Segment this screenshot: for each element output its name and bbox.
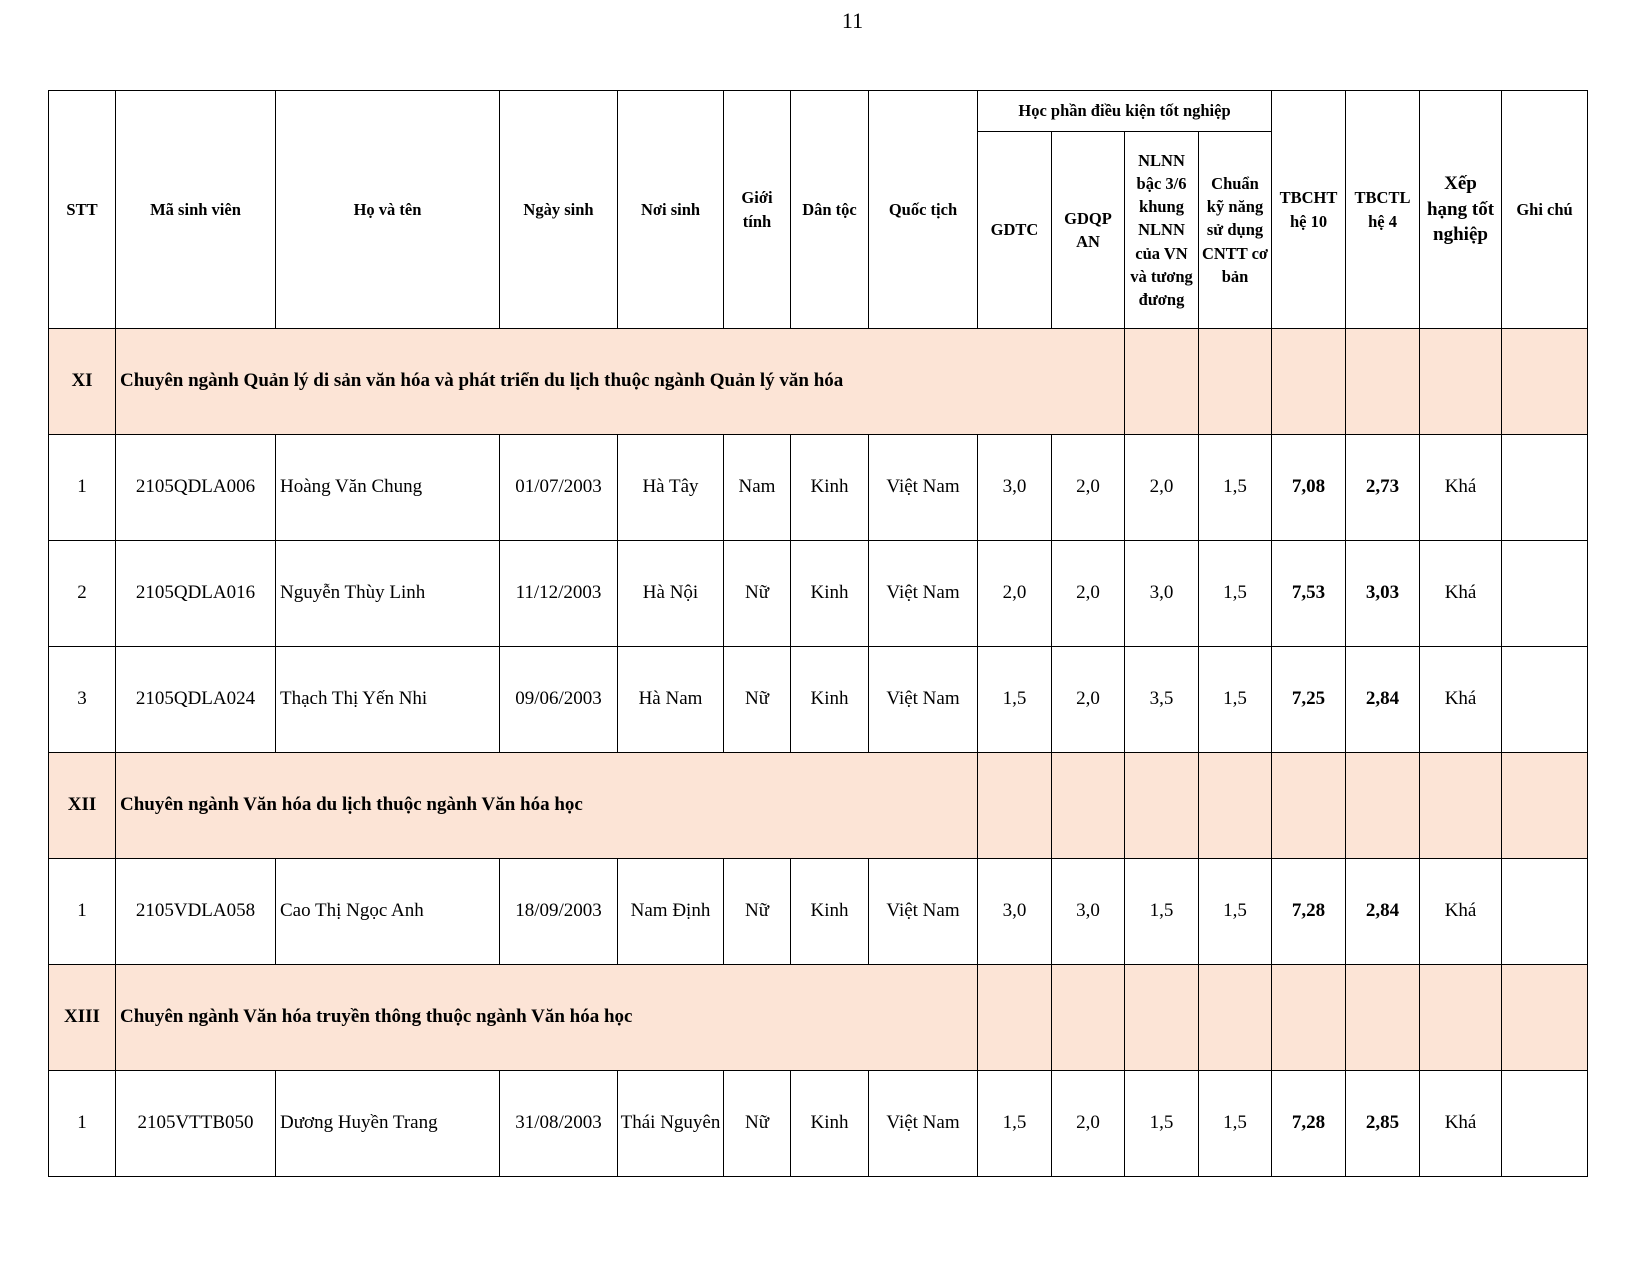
cell-gdqp: 2,0 <box>1052 435 1125 541</box>
cell-nlnn: 3,0 <box>1125 541 1199 647</box>
header-full-name: Họ và tên <box>276 91 500 329</box>
cell-tbctl: 2,84 <box>1346 647 1420 753</box>
cell-gdqp: 2,0 <box>1052 1071 1125 1177</box>
cell-gdqp: 2,0 <box>1052 647 1125 753</box>
cell-full-name: Thạch Thị Yến Nhi <box>276 647 500 753</box>
cell-ethnicity: Kinh <box>791 1071 869 1177</box>
cell-ranking: Khá <box>1420 435 1502 541</box>
graduation-table <box>48 90 1588 1177</box>
table-row <box>49 647 1588 753</box>
section-empty-cell <box>1346 753 1420 859</box>
cell-birth-place: Nam Định <box>618 859 724 965</box>
cell-ethnicity: Kinh <box>791 541 869 647</box>
cell-ranking: Khá <box>1420 647 1502 753</box>
cell-student-id: 2105QDLA016 <box>116 541 276 647</box>
section-empty-cell <box>1502 965 1588 1071</box>
header-nlnn: NLNN bậc 3/6 khung NLNN của VN và tương đương <box>1125 132 1199 329</box>
page-number: 11 <box>841 8 864 33</box>
cell-birth-place: Hà Tây <box>618 435 724 541</box>
cell-cntt: 1,5 <box>1199 1071 1272 1177</box>
cell-ranking: Khá <box>1420 541 1502 647</box>
cell-tbcht: 7,28 <box>1272 859 1346 965</box>
cell-ethnicity: Kinh <box>791 435 869 541</box>
cell-tbcht: 7,08 <box>1272 435 1346 541</box>
section-empty-cell <box>1502 329 1588 435</box>
cell-birth-place: Hà Nam <box>618 647 724 753</box>
cell-birth-date: 01/07/2003 <box>500 435 618 541</box>
section-code: XI <box>49 329 116 435</box>
section-empty-cell <box>1272 965 1346 1071</box>
header-gender: Giới tính <box>724 91 791 329</box>
section-empty-cell <box>1272 329 1346 435</box>
cell-nlnn: 2,0 <box>1125 435 1199 541</box>
table-row <box>49 541 1588 647</box>
cell-ethnicity: Kinh <box>791 859 869 965</box>
header-birth-place: Nơi sinh <box>618 91 724 329</box>
header-ranking: Xếp hạng tốt nghiệp <box>1420 91 1502 329</box>
cell-tbctl: 3,03 <box>1346 541 1420 647</box>
cell-tbcht: 7,53 <box>1272 541 1346 647</box>
cell-gdtc: 1,5 <box>978 1071 1052 1177</box>
cell-student-id: 2105VDLA058 <box>116 859 276 965</box>
cell-student-id: 2105QDLA006 <box>116 435 276 541</box>
cell-notes <box>1502 859 1588 965</box>
cell-nationality: Việt Nam <box>869 435 978 541</box>
section-empty-cell <box>1420 329 1502 435</box>
cell-cntt: 1,5 <box>1199 647 1272 753</box>
header-ethnicity: Dân tộc <box>791 91 869 329</box>
section-title: Chuyên ngành Quản lý di sản văn hóa và phát triển du lịch thuộc ngành Quản lý văn hóa <box>116 329 1125 435</box>
cell-birth-place: Hà Nội <box>618 541 724 647</box>
header-student-id: Mã sinh viên <box>116 91 276 329</box>
section-title: Chuyên ngành Văn hóa truyền thông thuộc ngành Văn hóa học <box>116 965 978 1071</box>
cell-nationality: Việt Nam <box>869 1071 978 1177</box>
section-empty-cell <box>1052 965 1125 1071</box>
cell-student-id: 2105VTTB050 <box>116 1071 276 1177</box>
cell-tbcht: 7,25 <box>1272 647 1346 753</box>
cell-tbctl: 2,73 <box>1346 435 1420 541</box>
cell-birth-date: 18/09/2003 <box>500 859 618 965</box>
header-graduation-conditions: Học phần điều kiện tốt nghiệp <box>978 91 1272 132</box>
cell-gender: Nữ <box>724 859 791 965</box>
cell-stt: 1 <box>49 1071 116 1177</box>
table-row <box>49 859 1588 965</box>
cell-tbctl: 2,85 <box>1346 1071 1420 1177</box>
section-empty-cell <box>1052 753 1125 859</box>
section-empty-cell <box>978 753 1052 859</box>
section-empty-cell <box>1125 965 1199 1071</box>
cell-cntt: 1,5 <box>1199 859 1272 965</box>
cell-notes <box>1502 1071 1588 1177</box>
cell-stt: 1 <box>49 859 116 965</box>
cell-nlnn: 1,5 <box>1125 859 1199 965</box>
cell-nlnn: 1,5 <box>1125 1071 1199 1177</box>
cell-notes <box>1502 541 1588 647</box>
section-empty-cell <box>1199 965 1272 1071</box>
cell-ranking: Khá <box>1420 1071 1502 1177</box>
cell-gdtc: 1,5 <box>978 647 1052 753</box>
section-empty-cell <box>1346 329 1420 435</box>
section-empty-cell <box>1199 329 1272 435</box>
cell-ranking: Khá <box>1420 859 1502 965</box>
cell-student-id: 2105QDLA024 <box>116 647 276 753</box>
header-tbcht: TBCHT hệ 10 <box>1272 91 1346 329</box>
cell-gender: Nữ <box>724 541 791 647</box>
cell-birth-date: 31/08/2003 <box>500 1071 618 1177</box>
cell-full-name: Hoàng Văn Chung <box>276 435 500 541</box>
cell-nationality: Việt Nam <box>869 647 978 753</box>
header-tbctl: TBCTL hệ 4 <box>1346 91 1420 329</box>
section-empty-cell <box>1346 965 1420 1071</box>
cell-birth-place: Thái Nguyên <box>618 1071 724 1177</box>
cell-gender: Nữ <box>724 1071 791 1177</box>
cell-cntt: 1,5 <box>1199 435 1272 541</box>
cell-gdqp: 3,0 <box>1052 859 1125 965</box>
cell-gdtc: 2,0 <box>978 541 1052 647</box>
cell-full-name: Dương Huyền Trang <box>276 1071 500 1177</box>
section-row <box>49 965 1588 1071</box>
cell-gdtc: 3,0 <box>978 859 1052 965</box>
cell-gender: Nữ <box>724 647 791 753</box>
cell-stt: 3 <box>49 647 116 753</box>
cell-stt: 1 <box>49 435 116 541</box>
cell-stt: 2 <box>49 541 116 647</box>
cell-ethnicity: Kinh <box>791 647 869 753</box>
section-empty-cell <box>978 965 1052 1071</box>
section-empty-cell <box>1272 753 1346 859</box>
cell-gdqp: 2,0 <box>1052 541 1125 647</box>
header-stt: STT <box>49 91 116 329</box>
section-empty-cell <box>1420 753 1502 859</box>
section-empty-cell <box>1125 329 1199 435</box>
cell-birth-date: 11/12/2003 <box>500 541 618 647</box>
cell-tbctl: 2,84 <box>1346 859 1420 965</box>
header-nationality: Quốc tịch <box>869 91 978 329</box>
header-cntt: Chuẩn kỹ năng sử dụng CNTT cơ bản <box>1199 132 1272 329</box>
cell-full-name: Cao Thị Ngọc Anh <box>276 859 500 965</box>
cell-cntt: 1,5 <box>1199 541 1272 647</box>
section-row <box>49 753 1588 859</box>
cell-notes <box>1502 435 1588 541</box>
section-empty-cell <box>1125 753 1199 859</box>
header-birth-date: Ngày sinh <box>500 91 618 329</box>
header-gdtc: GDTC <box>978 132 1052 329</box>
cell-tbcht: 7,28 <box>1272 1071 1346 1177</box>
section-row <box>49 329 1588 435</box>
section-empty-cell <box>1502 753 1588 859</box>
cell-nationality: Việt Nam <box>869 859 978 965</box>
section-title: Chuyên ngành Văn hóa du lịch thuộc ngành Văn hóa học <box>116 753 978 859</box>
table-row <box>49 1071 1588 1177</box>
cell-birth-date: 09/06/2003 <box>500 647 618 753</box>
header-notes: Ghi chú <box>1502 91 1588 329</box>
header-gdqp: GDQP AN <box>1052 132 1125 329</box>
table-row <box>49 435 1588 541</box>
cell-nationality: Việt Nam <box>869 541 978 647</box>
section-empty-cell <box>1199 753 1272 859</box>
cell-nlnn: 3,5 <box>1125 647 1199 753</box>
section-code: XII <box>49 753 116 859</box>
cell-full-name: Nguyễn Thùy Linh <box>276 541 500 647</box>
cell-gdtc: 3,0 <box>978 435 1052 541</box>
cell-notes <box>1502 647 1588 753</box>
section-code: XIII <box>49 965 116 1071</box>
cell-gender: Nam <box>724 435 791 541</box>
section-empty-cell <box>1420 965 1502 1071</box>
